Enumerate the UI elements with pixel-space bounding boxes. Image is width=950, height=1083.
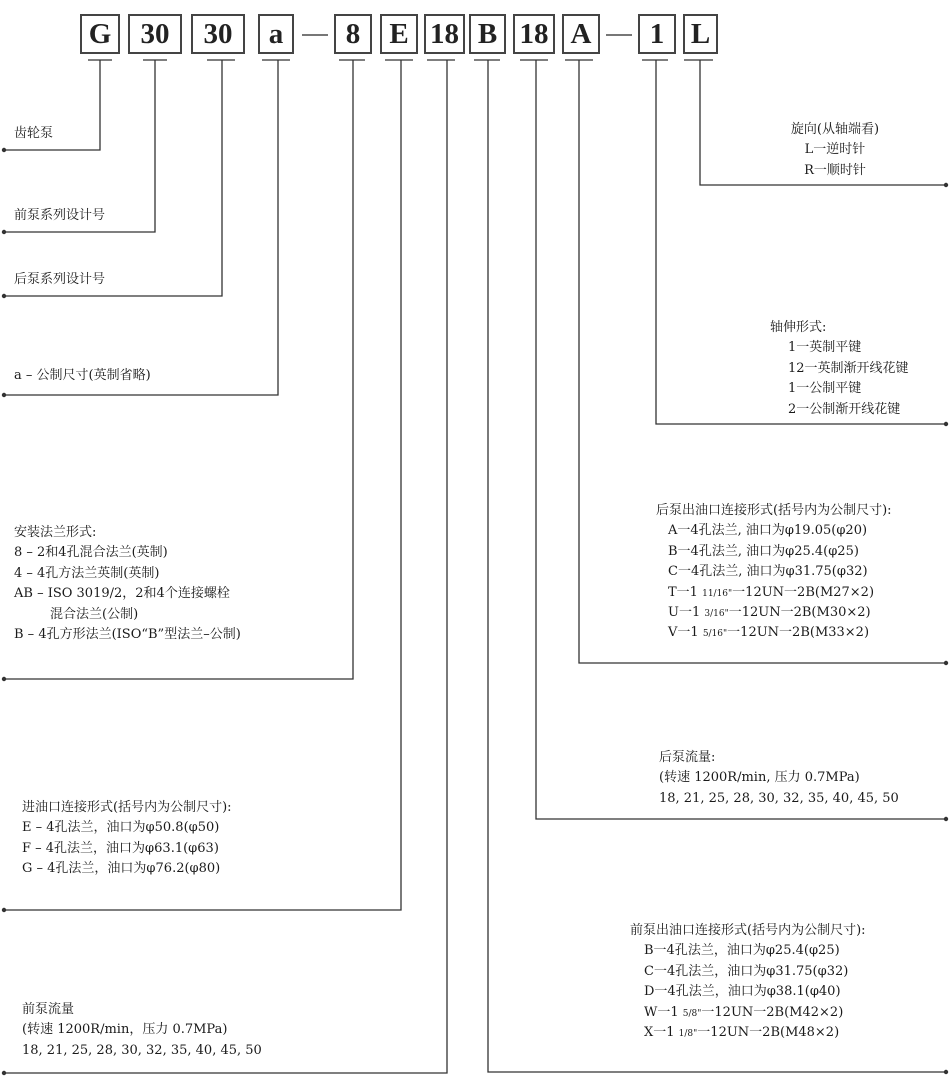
front-outlet-title: 前泵出油口连接形式(括号内为公制尺寸): [630,923,866,938]
front-flow-block [22,1000,262,1061]
rotation-title: 旋向(从轴端看) [790,122,880,137]
shaft-line: 2一公制渐开线花键 [788,401,901,417]
code-box-front-series: 30 [128,14,182,54]
rear-outlet-line: B一4孔法兰, 油口为φ25.4(φ25) [668,543,859,559]
label-a-metric: a – 公制尺寸(英制省略) [14,368,151,383]
shaft-block [770,318,909,420]
shaft-line: 12一英制渐开线花键 [788,360,909,376]
shaft-line: 1一英制平键 [788,340,862,356]
front-flow-line: 18, 21, 25, 28, 30, 32, 35, 40, 45, 50 [22,1042,262,1058]
rear-outlet-thread: T一1 11/16"一12UN一2B(M27×2) [668,584,875,600]
inlet-title: 进油口连接形式(括号内为公制尺寸): [22,800,232,815]
code-box-flange: 8 [334,14,372,54]
label-rear-series: 后泵系列设计号 [14,272,106,287]
shaft-line: 1一公制平键 [788,381,862,397]
inlet-block [22,798,232,880]
flange-title: 安装法兰形式: [14,525,97,540]
front-outlet-line: D一4孔法兰，油口为φ38.1(φ40) [644,984,841,1000]
rotation-line: R一顺时针 [804,162,866,178]
code-box-rear-outlet: A [562,14,600,54]
flange-line: 8 – 2和4孔混合法兰(英制) [14,545,168,561]
rear-outlet-block [656,501,892,644]
inlet-line: F – 4孔法兰，油口为φ63.1(φ63) [22,840,219,856]
rear-outlet-line: C一4孔法兰, 油口为φ31.75(φ32) [668,564,868,580]
inlet-line: G – 4孔法兰，油口为φ76.2(φ80) [22,861,221,877]
flange-line: 4 – 4孔方法兰英制(英制) [14,565,160,581]
code-box-front-flow: 18 [424,14,465,54]
flange-line: B – 4孔方形法兰(ISO“B”型法兰–公制) [14,626,241,642]
code-box-front-outlet: B [469,14,506,54]
front-outlet-line: C一4孔法兰，油口为φ31.75(φ32) [644,963,849,979]
front-flow-line: (转速 1200R/min，压力 0.7MPa) [22,1022,228,1038]
front-flow-title: 前泵流量 [22,1002,75,1017]
label-gear-pump: 齿轮泵 [14,126,54,141]
rear-flow-line: (转速 1200R/min, 压力 0.7MPa) [659,770,860,786]
front-outlet-line: B一4孔法兰，油口为φ25.4(φ25) [644,943,840,959]
code-box-rear-series: 30 [191,14,245,54]
front-outlet-thread: W一1 5/8"一12UN一2B(M42×2) [644,1004,844,1020]
rotation-block [760,120,910,181]
code-box-shaft: 1 [638,14,676,54]
rear-flow-block [659,748,899,809]
separator-dash [606,34,632,36]
code-box-inlet: E [380,14,418,54]
rotation-line: L一逆时针 [804,142,866,158]
flange-line: 混合法兰(公制) [50,606,139,622]
rear-outlet-line: A一4孔法兰, 油口为φ19.05(φ20) [668,523,868,539]
code-box-a: a [258,14,294,54]
separator-dash [302,34,328,36]
inlet-line: E – 4孔法兰，油口为φ50.8(φ50) [22,820,220,836]
front-outlet-block [630,921,866,1043]
flange-block [14,523,241,645]
front-outlet-thread: X一1 1/8"一12UN一2B(M48×2) [644,1024,840,1040]
rear-flow-line: 18, 21, 25, 28, 30, 32, 35, 40, 45, 50 [659,790,899,806]
rear-outlet-thread: V一1 5/16"一12UN一2B(M33×2) [668,625,870,641]
code-box-rear-flow: 18 [513,14,555,54]
code-box-rotation: L [683,14,718,54]
rear-outlet-title: 后泵出油口连接形式(括号内为公制尺寸): [656,503,892,518]
rear-outlet-thread: U一1 3/16"一12UN一2B(M30×2) [668,604,871,620]
label-front-series: 前泵系列设计号 [14,208,106,223]
code-box-g: G [80,14,120,54]
shaft-title: 轴伸形式: [770,320,827,335]
flange-line: AB – ISO 3019/2，2和4个连接螺栓 [14,586,230,602]
rear-flow-title: 后泵流量: [659,750,716,765]
